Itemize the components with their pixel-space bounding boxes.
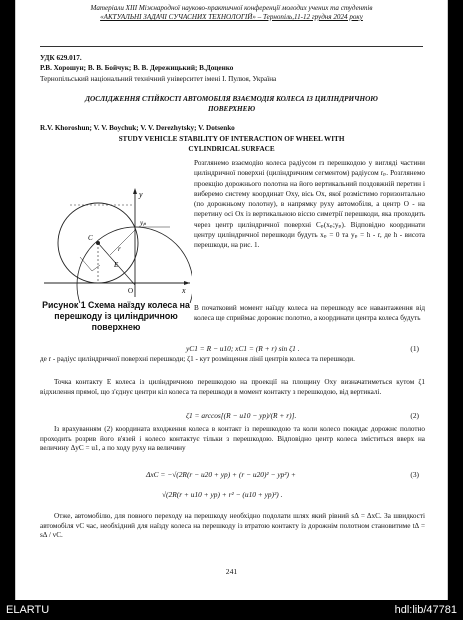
- label-y: y: [139, 190, 143, 199]
- figure-caption: Рисунок 1 Схема наїзду колеса на перешкоду із циліндричною поверхнею: [42, 300, 190, 332]
- equation-1-number: (1): [410, 344, 419, 353]
- header-line-2: «АКТУАЛЬНІ ЗАДАЧІ СУЧАСНИХ ТЕХНОЛОГІЙ» – Тернопіль,11-12 грудня 2024 року: [100, 13, 363, 21]
- header-rule: [40, 46, 423, 47]
- label-r: r: [118, 245, 121, 253]
- label-x: x: [182, 286, 186, 295]
- affiliation: Тернопільський національний технічний університет імені І. Пулюя, Україна: [40, 75, 277, 83]
- footer-handle: hdl:lib/47781: [394, 604, 457, 616]
- equation-3-number: (3): [410, 470, 419, 479]
- label-e: E: [114, 261, 119, 269]
- conference-header: [16, 4, 447, 22]
- page-number: 241: [225, 567, 238, 576]
- body-paragraph-1: [40, 158, 425, 251]
- equation-2: ζ1 = arccos[(R − u10 − yp)/(R + r)].: [186, 411, 297, 420]
- title-en: STUDY VEHICLE STABILITY OF INTERACTION OF WHEEL WITH CYLINDRICAL SURFACE: [118, 135, 345, 153]
- body-paragraph-start: В початковий момент наїзду колеса на перешкоду все навантаження від колеса ще сприймає дорожнє полотно, а координати центра колеса будуть: [194, 304, 425, 323]
- body-paragraph-5: Отже, автомобілю, для повного переходу на перешкоду необхідно подолати шлях який рівний sΔ = ΔxC. За швидкості автомобіля vC час, необхідний для наїзду колеса на перешкоду із втратою контакту із дорожнім полотном становитиме tΔ = sΔ / vC.: [40, 512, 425, 540]
- authors-ua: Р.В. Хорошун; В. В. Бойчук; В. В. Дережицький; В.Доценко: [40, 64, 234, 72]
- equation-2-number: (2): [410, 411, 419, 420]
- paragraph-1-text: Розглянемо взаємодію колеса радіусом rз перешкодою у вигляді частини циліндричної поверхні (циліндричним сегментом) радіусом rₚ. Розглянемо проекцію дорожнього полотна на його вертикальний поздовжній перетин і виберемо систему координат Oxy, вісь Ox, якої розмістимо горизонтально (по дорожньому полотну), в напрямку руху автомобіля, а центр О - на перетину осі Ox із вертикальною віссю симетрії перешкоди, яка проходить через центр циліндричної поверхні Cₚ(xₚ;yₚ). Відповідно координати центру циліндричної перешкоди будуть xₚ = 0 та yₚ = h - r, де h - висота перешкоди, на рис. 1.: [194, 159, 425, 250]
- udc-code: УДК 629.017.: [40, 54, 82, 62]
- body-paragraph-3: Точка контакту E колеса із циліндричною перешкодою на проекції на площину Oxy визначатиметься кутом ζ1 відхилення прямої, що з'єднує центри кіл колеса та перешкоди в момент контакту з перешкодою, від вертикалі.: [40, 378, 425, 396]
- label-c: C: [88, 234, 93, 242]
- equation-3-line-1: ΔxC = −√(2R(r − u20 + yp) + (r − u20)² − yp²) +: [146, 470, 296, 479]
- equation-3-line-2: √(2R(r + u10 + yp) + r² − (u10 + yp)²) .: [162, 490, 283, 499]
- label-origin: О: [128, 287, 134, 295]
- footer-repository: ELARTU: [6, 604, 50, 616]
- title-ua: ДОСЛІДЖЕННЯ СТІЙКОСТІ АВТОМОБІЛЯ ВЗАЄМОДІЯ КОЛЕСА ІЗ ЦИЛІНДРИЧНОЮ ПОВЕРХНЕЮ: [85, 95, 378, 113]
- equation-1: yC1 = R − u10; xC1 = (R + r) sin ζ1 .: [186, 344, 300, 353]
- header-line-1: Матеріали XIII Міжнародної науково-практичної конференції молодих учених та студентів: [90, 4, 373, 12]
- label-yp: yₚ: [140, 219, 147, 227]
- body-paragraph-2: де r - радіус циліндричної поверхні перешкоди; ζ1 - кут розміщення лінії центрів колеса та перешкоди.: [40, 355, 355, 363]
- document-page: [15, 0, 448, 600]
- authors-en: R.V. Khoroshun; V. V. Boychuk; V. V. Derezhytsky; V. Dotsenko: [40, 124, 235, 132]
- body-paragraph-4: Із врахуванням (2) координата входження колеса в контакт із перешкодою та коли колесо покидає дорожнє полотно проходить розрив його в'язей і колесо контактує тільки з перешкодою. Відповідно центр колеса зміститься вверх на величину ΔyC = u1, а по ходу руху на величину: [40, 425, 425, 453]
